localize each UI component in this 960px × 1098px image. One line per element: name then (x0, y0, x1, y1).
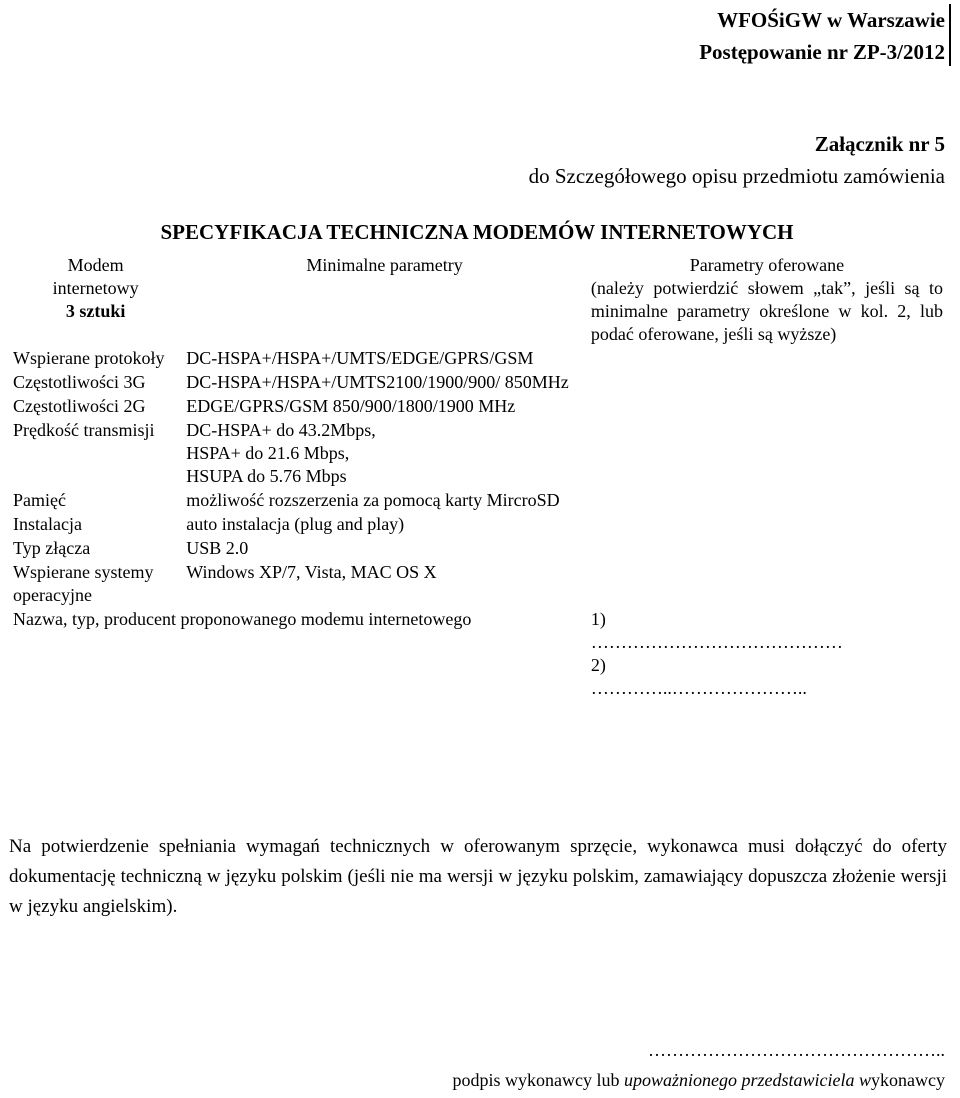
row-value: DC-HSPA+/HSPA+/UMTS/EDGE/GPRS/GSM (186, 348, 534, 368)
row-value: EDGE/GPRS/GSM 850/900/1800/1900 MHz (186, 396, 516, 416)
table-row (9, 512, 947, 536)
technical-docs-note: Na potwierdzenie spełniania wymagań technicznych w oferowanym sprzęcie, wykonawca musi dołączyć do oferty dokumentację techniczną w języku polskim (jeśli nie ma wersji w języku polskim, zamawiający dopuszcza złożenie wersji w języku angielskim). (9, 836, 947, 917)
row-label: Częstotliwości 3G (13, 372, 146, 392)
row-label: Typ złącza (13, 538, 91, 558)
row-offer (587, 512, 947, 536)
spec-table (9, 253, 947, 700)
table-row (9, 370, 947, 394)
row-value: DC-HSPA+ do 43.2Mbps, HSPA+ do 21.6 Mbps, HSUPA do 5.76 Mbps (186, 420, 376, 486)
modem-name-label: Nazwa, typ, producent proponowanego modemu internetowego (13, 609, 472, 629)
table-row (9, 560, 947, 607)
row-offer (587, 560, 947, 607)
row-value: DC-HSPA+/HSPA+/UMTS2100/1900/900/ 850MHz (186, 372, 569, 392)
table-row (9, 418, 947, 488)
table-row (9, 536, 947, 560)
header-cell-offered-params: Parametry oferowane (należy potwierdzić słowem „tak”, jeśli są to minimalne parametry określone w kol. 2, lub podać oferowane, jeśli są wyższe) (590, 255, 943, 344)
header-rule (949, 4, 951, 66)
signature-line: ………………………………………….. (648, 1040, 945, 1060)
attachment-subtitle: do Szczegółowego opisu przedmiotu zamówienia (528, 164, 945, 188)
row-offer (587, 346, 947, 370)
table-row (9, 394, 947, 418)
attachment-heading (529, 128, 945, 192)
row-value: Windows XP/7, Vista, MAC OS X (186, 562, 437, 582)
row-offer (587, 488, 947, 512)
row-offer (587, 536, 947, 560)
row-value: auto instalacja (plug and play) (186, 514, 405, 534)
row-value: możliwość rozszerzenia za pomocą karty MircroSD (186, 490, 560, 510)
procedure-number: Postępowanie nr ZP-3/2012 (699, 40, 945, 64)
row-label: Instalacja (13, 514, 82, 534)
table-row (9, 346, 947, 370)
row-label: Wspierane systemy operacyjne (13, 562, 154, 605)
spec-title: SPECYFIKACJA TECHNICZNA MODEMÓW INTERNETOWYCH (160, 220, 794, 244)
row-label: Prędkość transmisji (13, 420, 155, 440)
signature-caption: podpis wykonawcy lub upoważnionego przedstawiciela wykonawcy (452, 1070, 945, 1090)
row-value: USB 2.0 (186, 538, 249, 558)
table-row (9, 488, 947, 512)
header-cell-min-params: Minimalne parametry (306, 255, 463, 275)
attachment-title: Załącznik nr 5 (814, 132, 945, 156)
row-label: Pamięć (13, 490, 66, 510)
modem-name-row (9, 607, 947, 700)
row-label: Częstotliwości 2G (13, 396, 146, 416)
header-cell-modem: Modem internetowy 3 sztuki (52, 255, 139, 321)
table-header-row (9, 253, 947, 346)
row-label: Wspierane protokoły (13, 348, 165, 368)
modem-name-entry: 1) …………………………………… 2) …………..………………….. (590, 609, 843, 698)
row-offer (587, 394, 947, 418)
organization-name: WFOŚiGW w Warszawie (717, 8, 945, 32)
row-offer (587, 370, 947, 394)
row-offer (587, 418, 947, 488)
